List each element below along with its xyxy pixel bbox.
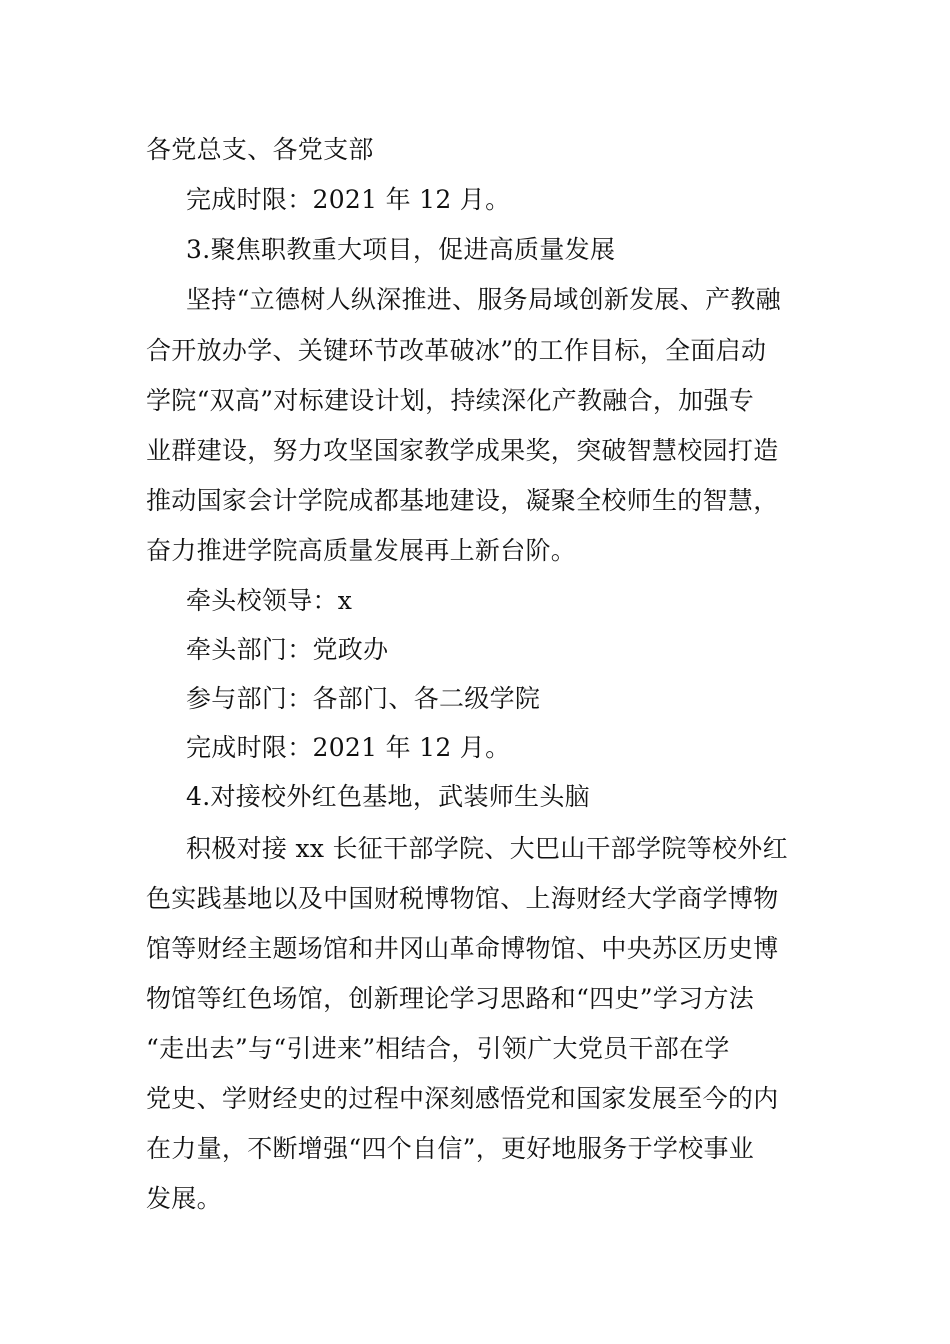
- text-line: 奋力推进学院高质量发展再上新台阶。: [146, 536, 577, 565]
- text-line: 推动国家会计学院成都基地建设，凝聚全校师生的智慧，: [146, 486, 779, 515]
- text-line: “走出去”与“引进来”相结合，引领广大党员干部在学: [146, 1034, 730, 1063]
- text-line: 牵头部门：党政办: [186, 635, 389, 664]
- section-heading: 4.对接校外红色基地，武装师生头脑: [186, 782, 590, 811]
- text-line: 在力量，不断增强“四个自信”，更好地服务于学校事业: [146, 1134, 755, 1163]
- text-line: 参与部门：各部门、各二级学院: [186, 684, 541, 713]
- text-line: 坚持“立德树人纵深推进、服务局域创新发展、产教融: [186, 285, 781, 314]
- text-line: 各党总支、各党支部: [146, 135, 374, 164]
- text-line: 业群建设，努力攻坚国家教学成果奖，突破智慧校园打造: [146, 436, 779, 465]
- text-line: 物馆等红色场馆，创新理论学习思路和“四史”学习方法: [146, 984, 755, 1013]
- text-line: 完成时限：2021 年 12 月。: [186, 185, 511, 214]
- text-line: 党史、学财经史的过程中深刻感悟党和国家发展至今的内: [146, 1084, 779, 1113]
- section-heading: 3.聚焦职教重大项目，促进高质量发展: [186, 235, 616, 264]
- text-line: 色实践基地以及中国财税博物馆、上海财经大学商学博物: [146, 884, 779, 913]
- text-line: 馆等财经主题场馆和井冈山革命博物馆、中央苏区历史博: [146, 934, 779, 963]
- text-line: 发展。: [146, 1184, 222, 1213]
- text-line: 合开放办学、关键环节改革破冰”的工作目标，全面启动: [146, 336, 767, 365]
- text-line: 牵头校领导：x: [186, 586, 353, 615]
- text-line: 积极对接 xx 长征干部学院、大巴山干部学院等校外红: [186, 834, 788, 863]
- text-line: 完成时限：2021 年 12 月。: [186, 733, 511, 762]
- text-line: 学院“双高”对标建设计划，持续深化产教融合，加强专: [146, 386, 755, 415]
